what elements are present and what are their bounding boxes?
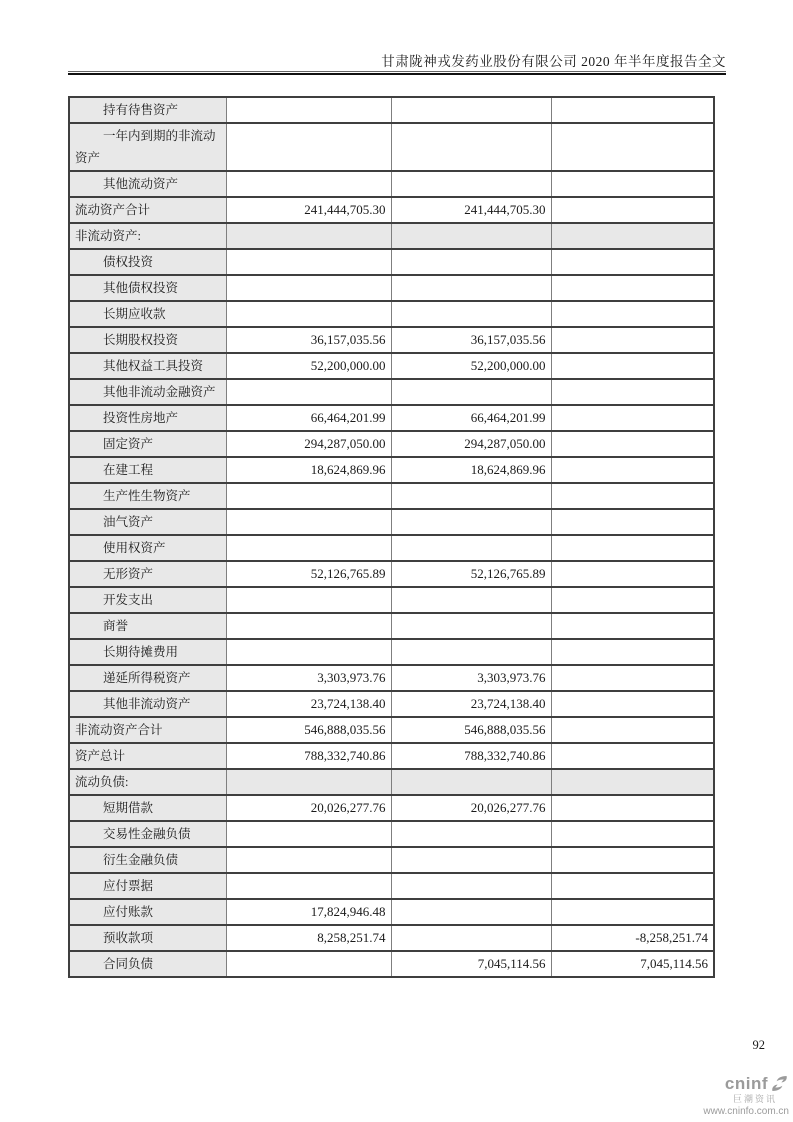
cell-value: 3,303,973.76: [391, 665, 551, 691]
cell-value: [226, 509, 391, 535]
cell-value: 18,624,869.96: [391, 457, 551, 483]
table-row: [69, 327, 714, 353]
header-divider: [68, 71, 726, 76]
table-row: [69, 379, 714, 405]
table-row: [69, 275, 714, 301]
cell-value: [551, 613, 714, 639]
cell-value: [391, 769, 551, 795]
table-row: [69, 249, 714, 275]
cell-value: [551, 379, 714, 405]
table-row: [69, 171, 714, 197]
cell-value: [391, 171, 551, 197]
table-row: [69, 925, 714, 951]
table-row: [69, 951, 714, 977]
cell-value: 52,200,000.00: [226, 353, 391, 379]
table-row: [69, 535, 714, 561]
cell-value: [551, 97, 714, 123]
cell-value: 8,258,251.74: [226, 925, 391, 951]
cell-value: [551, 457, 714, 483]
row-label: 预收款项: [69, 925, 226, 951]
cell-value: [391, 925, 551, 951]
table-row: [69, 223, 714, 249]
cell-value: [551, 509, 714, 535]
cell-value: 788,332,740.86: [391, 743, 551, 769]
row-label: 合同负债: [69, 951, 226, 977]
row-label: 长期待摊费用: [69, 639, 226, 665]
cell-value: [391, 821, 551, 847]
cell-value: [391, 873, 551, 899]
cell-value: [551, 123, 714, 171]
table-row: [69, 613, 714, 639]
row-label: 应付票据: [69, 873, 226, 899]
cell-value: 241,444,705.30: [391, 197, 551, 223]
cell-value: [551, 821, 714, 847]
cell-value: [226, 821, 391, 847]
cell-value: 36,157,035.56: [226, 327, 391, 353]
row-label: 流动负债:: [69, 769, 226, 795]
table-row: [69, 483, 714, 509]
cell-value: 20,026,277.76: [226, 795, 391, 821]
cell-value: [226, 769, 391, 795]
cell-value: [551, 535, 714, 561]
cell-value: [226, 951, 391, 977]
cell-value: 788,332,740.86: [226, 743, 391, 769]
row-label: 生产性生物资产: [69, 483, 226, 509]
row-label: 其他权益工具投资: [69, 353, 226, 379]
cell-value: [551, 665, 714, 691]
row-label: 一年内到期的非流动资产: [69, 123, 226, 171]
cninfo-site-name: 巨潮资讯: [732, 1094, 777, 1104]
cell-value: [226, 223, 391, 249]
cell-value: [391, 847, 551, 873]
cell-value: [226, 587, 391, 613]
row-label: 其他非流动金融资产: [69, 379, 226, 405]
cell-value: 7,045,114.56: [391, 951, 551, 977]
cell-value: [551, 327, 714, 353]
cell-value: 3,303,973.76: [226, 665, 391, 691]
cell-value: 66,464,201.99: [226, 405, 391, 431]
cell-value: [391, 899, 551, 925]
balance-sheet-table: [68, 96, 715, 978]
cell-value: 17,824,946.48: [226, 899, 391, 925]
cell-value: [391, 249, 551, 275]
table-row: [69, 509, 714, 535]
cell-value: [551, 431, 714, 457]
cell-value: 23,724,138.40: [391, 691, 551, 717]
cell-value: [226, 847, 391, 873]
row-label: 短期借款: [69, 795, 226, 821]
cell-value: [551, 171, 714, 197]
cell-value: [391, 275, 551, 301]
row-label: 递延所得税资产: [69, 665, 226, 691]
cell-value: [226, 639, 391, 665]
cell-value: [391, 123, 551, 171]
cell-value: [391, 223, 551, 249]
cell-value: [226, 535, 391, 561]
cell-value: 546,888,035.56: [391, 717, 551, 743]
table-row: [69, 743, 714, 769]
table-row: [69, 769, 714, 795]
cell-value: 52,200,000.00: [391, 353, 551, 379]
table-row: [69, 795, 714, 821]
cell-value: -8,258,251.74: [551, 925, 714, 951]
row-label: 流动资产合计: [69, 197, 226, 223]
cell-value: [226, 301, 391, 327]
cell-value: [226, 97, 391, 123]
cell-value: [391, 639, 551, 665]
cell-value: [391, 97, 551, 123]
cell-value: 7,045,114.56: [551, 951, 714, 977]
balance-sheet-body: [69, 97, 714, 977]
table-row: [69, 691, 714, 717]
cell-value: [551, 847, 714, 873]
cell-value: [551, 873, 714, 899]
cell-value: [551, 249, 714, 275]
cell-value: 36,157,035.56: [391, 327, 551, 353]
cell-value: [551, 483, 714, 509]
table-row: [69, 353, 714, 379]
table-row: [69, 431, 714, 457]
table-row: [69, 873, 714, 899]
row-label: 持有待售资产: [69, 97, 226, 123]
row-label: 其他流动资产: [69, 171, 226, 197]
cell-value: 66,464,201.99: [391, 405, 551, 431]
cell-value: [551, 223, 714, 249]
row-label: 非流动资产:: [69, 223, 226, 249]
table-row: [69, 197, 714, 223]
cell-value: [551, 405, 714, 431]
row-label: 非流动资产合计: [69, 717, 226, 743]
cell-value: [391, 509, 551, 535]
cell-value: [226, 275, 391, 301]
page-number: 92: [752, 1038, 765, 1052]
cell-value: [391, 613, 551, 639]
row-label: 交易性金融负债: [69, 821, 226, 847]
cell-value: [551, 769, 714, 795]
cell-value: [226, 123, 391, 171]
table-row: [69, 639, 714, 665]
cell-value: 52,126,765.89: [226, 561, 391, 587]
cninfo-site-url: www.cninfo.com.cn: [703, 1106, 789, 1117]
cell-value: 294,287,050.00: [391, 431, 551, 457]
cell-value: [551, 639, 714, 665]
row-label: 在建工程: [69, 457, 226, 483]
cell-value: [391, 483, 551, 509]
cninfo-logo: [679, 1074, 789, 1117]
table-row: [69, 587, 714, 613]
row-label: 其他非流动资产: [69, 691, 226, 717]
table-row: [69, 561, 714, 587]
cell-value: 52,126,765.89: [391, 561, 551, 587]
row-label: 资产总计: [69, 743, 226, 769]
cninfo-swirl-icon: [770, 1074, 789, 1093]
cell-value: [391, 587, 551, 613]
cell-value: [551, 795, 714, 821]
cell-value: 20,026,277.76: [391, 795, 551, 821]
row-label: 投资性房地产: [69, 405, 226, 431]
cell-value: 546,888,035.56: [226, 717, 391, 743]
report-title-header: 甘肃陇神戎发药业股份有限公司 2020 年半年度报告全文: [381, 54, 726, 69]
row-label: 长期应收款: [69, 301, 226, 327]
table-row: [69, 301, 714, 327]
row-label: 应付账款: [69, 899, 226, 925]
row-label: 使用权资产: [69, 535, 226, 561]
cell-value: [551, 561, 714, 587]
cell-value: [551, 197, 714, 223]
table-row: [69, 717, 714, 743]
row-label: 无形资产: [69, 561, 226, 587]
table-row: [69, 899, 714, 925]
cell-value: 23,724,138.40: [226, 691, 391, 717]
table-row: [69, 123, 714, 171]
table-row: [69, 457, 714, 483]
cell-value: [551, 899, 714, 925]
row-label: 固定资产: [69, 431, 226, 457]
cell-value: [391, 379, 551, 405]
cell-value: [551, 691, 714, 717]
row-label: 长期股权投资: [69, 327, 226, 353]
cell-value: [551, 717, 714, 743]
cell-value: 241,444,705.30: [226, 197, 391, 223]
row-label: 债权投资: [69, 249, 226, 275]
cell-value: [551, 743, 714, 769]
cell-value: [551, 275, 714, 301]
cninfo-logo-text: cninf: [724, 1074, 768, 1093]
cell-value: 18,624,869.96: [226, 457, 391, 483]
cell-value: [226, 483, 391, 509]
row-label: 衍生金融负债: [69, 847, 226, 873]
table-row: [69, 821, 714, 847]
cell-value: [226, 379, 391, 405]
row-label: 油气资产: [69, 509, 226, 535]
row-label: 其他债权投资: [69, 275, 226, 301]
table-row: [69, 847, 714, 873]
cell-value: [551, 353, 714, 379]
cell-value: [391, 535, 551, 561]
cell-value: [551, 301, 714, 327]
cell-value: [226, 249, 391, 275]
row-label: 商誉: [69, 613, 226, 639]
table-row: [69, 405, 714, 431]
cell-value: [391, 301, 551, 327]
cell-value: [226, 613, 391, 639]
cell-value: 294,287,050.00: [226, 431, 391, 457]
table-row: [69, 97, 714, 123]
table-row: [69, 665, 714, 691]
cell-value: [226, 171, 391, 197]
cell-value: [226, 873, 391, 899]
cell-value: [551, 587, 714, 613]
row-label: 开发支出: [69, 587, 226, 613]
